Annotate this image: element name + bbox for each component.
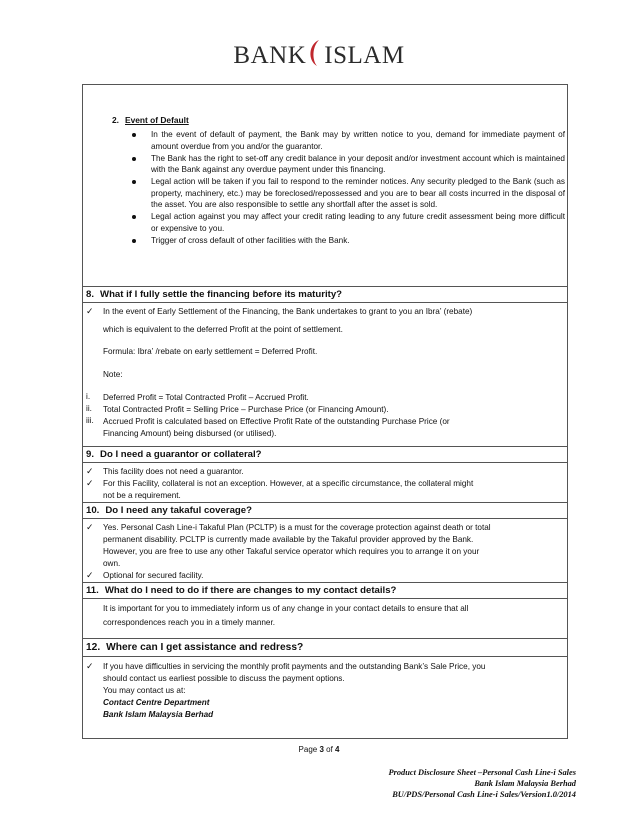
checkmark-icon: ✓ (86, 522, 94, 532)
checkmark-icon: ✓ (86, 661, 94, 671)
bullet-icon (132, 157, 136, 161)
bank-islam-logo (0, 40, 638, 74)
bullet-icon (132, 215, 136, 219)
section-12-body: ✓ If you have difficulties in servicing the monthly profit payments and the outstanding Bank’s Sale Price, you should contact us earliest possible to discuss the payment options. You may contact us at: Contact Centre Department Bank Islam Malaysia Berhad (86, 661, 486, 719)
logo-text-bank: BANK (233, 42, 307, 69)
list-item: Legal action against you may affect your credit rating leading to any future credit assessment being more difficult or expensive to you. (129, 211, 565, 234)
event-of-default-title: 2. Event of Default (112, 115, 189, 125)
section-8-body: ✓ In the event of Early Settlement of the Financing, the Bank undertakes to grant to you an Ibra’ (rebate) which is equivalent to the deferred Profit at the point of settlement. Formula: Ibra’ /rebate on early settlement = Deferred Profit. Note: i. Deferred Profit = Total Contracted Profit – Accrued Profit. ii. Total Contracted Profit = Selling Price – Purchase Price (or Financing Amount). iii. Accrued Profit is calculated based on Effective Profit Rate of the outstanding Purchase Price (or Financing Amount) being disbursed (or utilised). (83, 303, 567, 447)
list-item: The Bank has the right to set-off any credit balance in your deposit and/or investment account which is maintained with the Bank against any overdue payment under this financing. (129, 153, 565, 176)
document-footer: Product Disclosure Sheet –Personal Cash Line-i Sales Bank Islam Malaysia Berhad BU/PDS/Personal Cash Line-i Sales/Version1.0/2014 (388, 768, 576, 799)
checkmark-icon: ✓ (86, 478, 94, 488)
content-table (82, 84, 568, 739)
list-item: Legal action will be taken if you fail to respond to the reminder notices. Any security pledged to the Bank (such as property, machinery, etc.) may be foreclosed/repossessed and you are to bear all costs incurred in the disposal of the asset. You are also responsible to settle any shortfall after the asset is sold. (129, 176, 565, 211)
bullet-icon (132, 180, 136, 184)
list-item: Trigger of cross default of other facilities with the Bank. (129, 235, 565, 247)
section-10-heading: 10. Do I need any takaful coverage? (83, 503, 567, 519)
checkmark-icon: ✓ (86, 570, 94, 580)
section-8-heading: 8. What if I fully settle the financing before its maturity? (83, 287, 567, 303)
checkmark-icon: ✓ (86, 466, 94, 476)
logo-swoosh-icon (308, 40, 322, 66)
bullet-icon (132, 133, 136, 137)
bullet-icon (132, 239, 136, 243)
section-11-body: It is important for you to immediately inform us of any change in your contact details to ensure that all correspondences reach you in a timely manner. (83, 599, 567, 639)
list-item: In the event of default of payment, the Bank may by written notice to you, demand for immediate payment of amount overdue from you and/or the guarantor. (129, 129, 565, 152)
section-9-heading: 9. Do I need a guarantor or collateral? (83, 447, 567, 463)
checkmark-icon: ✓ (86, 306, 94, 316)
event-of-default-block (83, 85, 567, 287)
section-10-body: ✓ Yes. Personal Cash Line-i Takaful Plan (PCLTP) is a must for the coverage protection against death or total permanent disability. PCLTP is currently made available by the Takaful provider approved by the Bank. However, you are free to use any other Takaful service operator which requires you to arrange it on your own. ✓ Optional for secured facility. (83, 519, 567, 583)
section-12-heading: 12. Where can I get assistance and redress? (83, 639, 567, 657)
page-number: Page 3 of 4 (298, 745, 340, 754)
section-11-heading: 11. What do I need to do if there are changes to my contact details? (83, 583, 567, 599)
event-of-default-list (129, 129, 565, 247)
logo-text-islam: ISLAM (324, 42, 405, 69)
section-9-body: ✓ This facility does not need a guarantor. ✓ For this Facility, collateral is not an exception. However, at a specific circumstance, the collateral might not be a requirement. (83, 463, 567, 503)
